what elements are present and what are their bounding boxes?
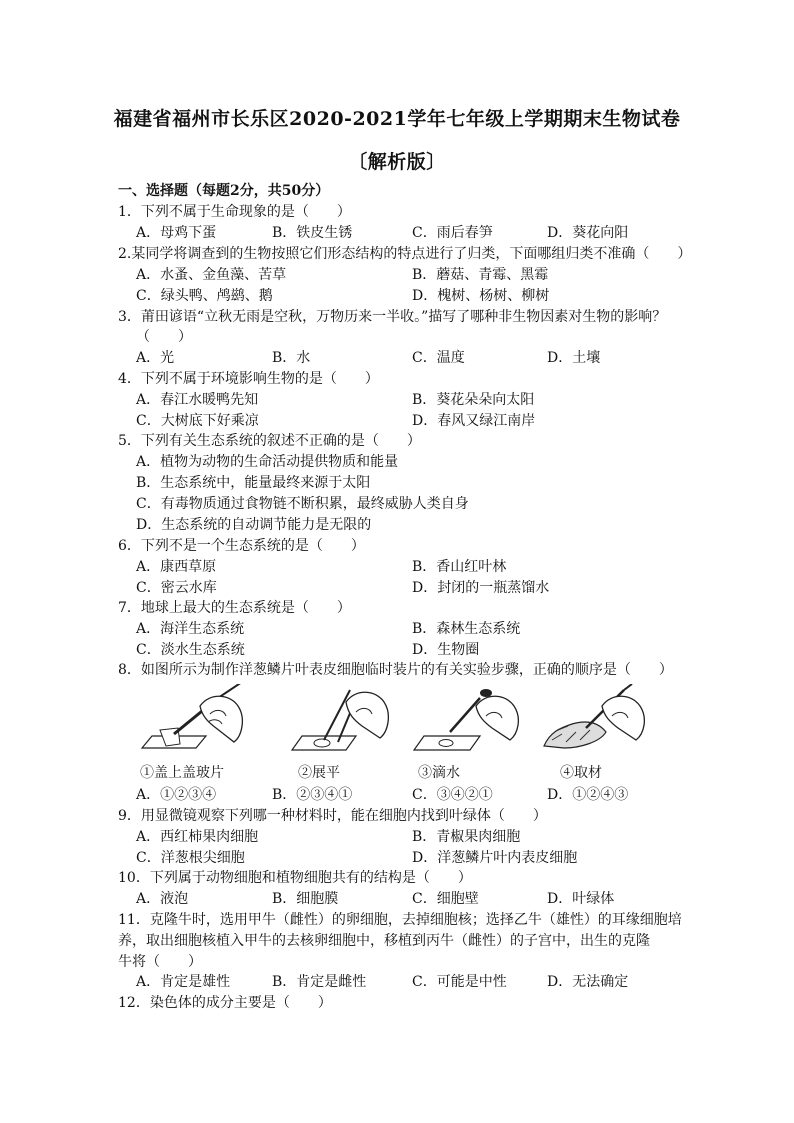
q4-option-a: A．春江水暖鸭先知 — [136, 392, 259, 408]
q11-option-a: A．肯定是雄性 — [136, 974, 231, 990]
q8-option-d: D．①②④③ — [547, 787, 629, 803]
q9-option-c: C．洋葱根尖细胞 — [136, 850, 245, 866]
q7-stem: 7．地球上最大的生态系统是（ ） — [118, 600, 351, 616]
q5-stem: 5．下列有关生态系统的叙述不正确的是（ ） — [118, 433, 421, 449]
q7-option-b: B．森林生态系统 — [412, 621, 521, 637]
q4-stem: 4．下列不属于环境影响生物的是（ ） — [118, 371, 379, 387]
q5-option-b: B．生态系统中，能量最终来源于太阳 — [136, 475, 371, 491]
q11-option-c: C．可能是中性 — [412, 974, 507, 990]
q10-stem: 10．下列属于动物细胞和植物细胞共有的结构是（ ） — [118, 870, 472, 886]
q3-stem-cont: （ ） — [136, 329, 192, 345]
q3-option-c: C．温度 — [412, 350, 465, 366]
exam-title: 福建省福州市长乐区2020-2021学年七年级上学期期末生物试卷 — [113, 108, 681, 130]
exam-subtitle: 〔解析版〕 — [348, 151, 446, 173]
step4-take-material-figure — [540, 684, 660, 756]
q9-option-b: B．青椒果肉细胞 — [412, 829, 521, 845]
q3-option-b: B．水 — [272, 350, 311, 366]
q5-option-d: D．生态系统的自动调节能力是无限的 — [136, 517, 372, 533]
q6-option-b: B．香山红叶林 — [412, 559, 507, 575]
section-heading: 一、选择题（每题2分，共50分） — [118, 183, 330, 199]
q5-option-c: C．有毒物质通过食物链不断积累，最终威胁人类自身 — [136, 496, 469, 512]
q2-option-a: A．水蚤、金鱼藻、苦草 — [136, 267, 287, 283]
step4-caption: ④取材 — [560, 765, 602, 781]
q11-stem-cont: 养，取出细胞核植入甲牛的去核卵细胞中，移植到丙牛（雌性）的子宫中，出生的克隆 — [118, 933, 650, 949]
step1-caption: ①盖上盖玻片 — [140, 765, 224, 781]
q7-option-c: C．淡水生态系统 — [136, 642, 245, 658]
q6-option-d: D．封闭的一瓶蒸馏水 — [412, 580, 550, 596]
q8-stem: 8．如图所示为制作洋葱鳞片叶表皮细胞临时装片的有关实验步骤，正确的顺序是（ ） — [118, 662, 673, 678]
q4-option-c: C．大树底下好乘凉 — [136, 413, 259, 429]
q9-stem: 9．用显微镜观察下列哪一种材料时，能在细胞内找到叶绿体（ ） — [118, 808, 547, 824]
q7-option-a: A．海洋生态系统 — [136, 621, 245, 637]
step1-cover-slip-figure — [138, 684, 258, 756]
q7-option-d: D．生物圈 — [412, 642, 480, 658]
q1-option-c: C．雨后春笋 — [412, 225, 493, 241]
q9-option-d: D．洋葱鳞片叶内表皮细胞 — [412, 850, 578, 866]
step3-caption: ③滴水 — [418, 765, 460, 781]
q1-option-b: B．铁皮生锈 — [272, 225, 353, 241]
q8-option-b: B．②③④① — [272, 787, 353, 803]
q2-option-d: D．槐树、杨树、柳树 — [412, 288, 550, 304]
q11-option-b: B．肯定是雌性 — [272, 974, 367, 990]
q4-option-b: B．葵花朵朵向太阳 — [412, 392, 535, 408]
q10-option-d: D．叶绿体 — [547, 891, 615, 907]
q3-stem: 3．莆田谚语“立秋无雨是空秋，万物历来一半收。”描写了哪种非生物因素对生物的影响？ — [118, 309, 667, 325]
q8-option-a: A．①②③④ — [136, 787, 217, 803]
q5-option-a: A．植物为动物的生命活动提供物质和能量 — [136, 454, 399, 470]
q6-option-a: A．康西草原 — [136, 559, 217, 575]
q3-option-a: A．光 — [136, 350, 175, 366]
q1-stem: 1．下列不属于生命现象的是（ ） — [118, 204, 351, 220]
q11-option-d: D．无法确定 — [547, 974, 629, 990]
q2-stem: 2.某同学将调查到的生物按照它们形态结构的特点进行了归类，下面哪组归类不准确（ ） — [118, 246, 692, 262]
q11-stem-end: 牛将（ ） — [118, 954, 202, 970]
q10-option-b: B．细胞膜 — [272, 891, 339, 907]
q9-option-a: A．西红柿果肉细胞 — [136, 829, 259, 845]
q2-option-b: B．蘑菇、青霉、黑霉 — [412, 267, 549, 283]
step2-caption: ②展平 — [298, 765, 340, 781]
step3-drop-water-figure — [410, 684, 530, 756]
q12-stem: 12．染色体的成分主要是（ ） — [118, 995, 332, 1011]
q1-option-a: A．母鸡下蛋 — [136, 225, 217, 241]
q11-stem: 11．克隆牛时，选用甲牛（雌性）的卵细胞，去掉细胞核；选择乙牛（雄性）的耳缘细胞培 — [118, 912, 682, 928]
q1-option-d: D．葵花向阳 — [547, 225, 629, 241]
q10-option-a: A．液泡 — [136, 891, 189, 907]
q4-option-d: D．春风又绿江南岸 — [412, 413, 536, 429]
q2-option-c: C．绿头鸭、鸬鹚、鹅 — [136, 288, 273, 304]
q3-option-d: D．土壤 — [547, 350, 601, 366]
q6-stem: 6．下列不是一个生态系统的是（ ） — [118, 538, 365, 554]
q10-option-c: C．细胞壁 — [412, 891, 479, 907]
q8-option-c: C．③④②① — [412, 787, 493, 803]
step2-spread-figure — [288, 684, 408, 756]
q6-option-c: C．密云水库 — [136, 580, 217, 596]
